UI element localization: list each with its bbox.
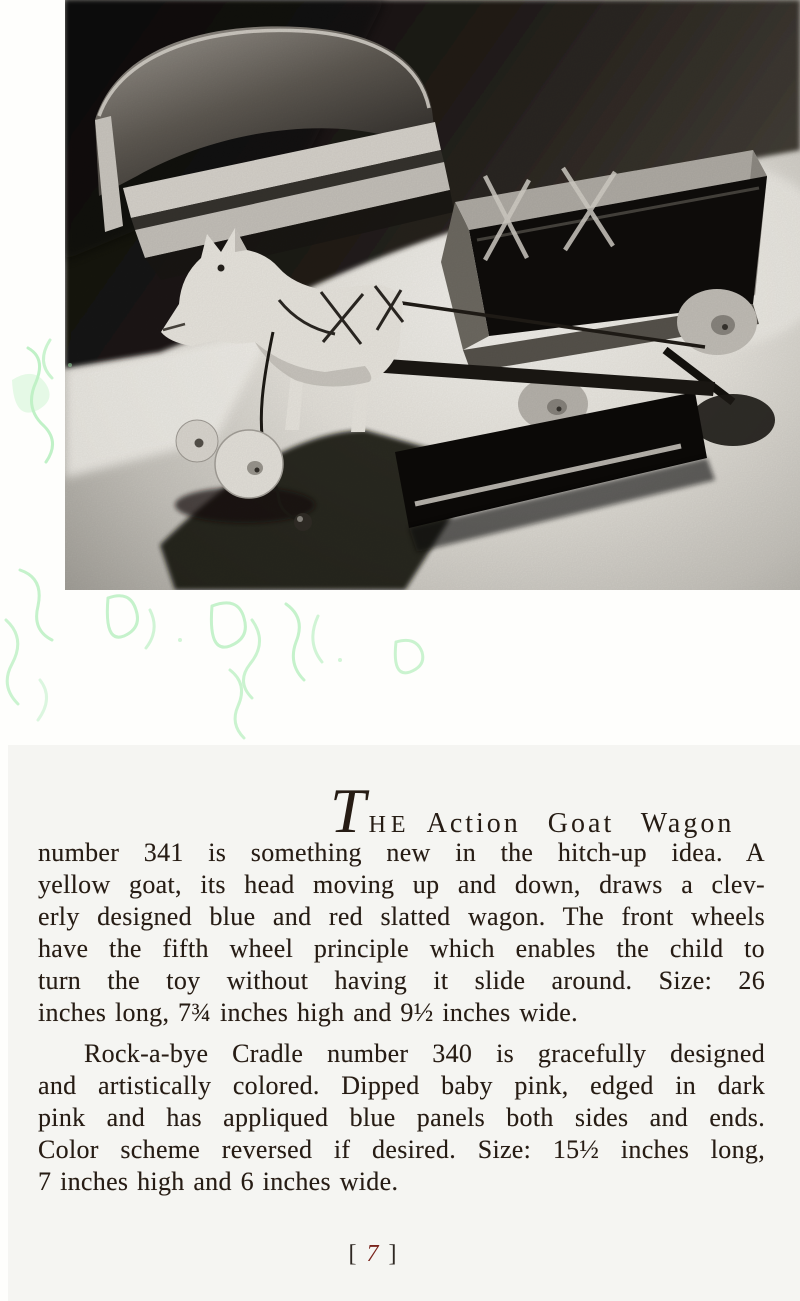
paragraph-goat-wagon <box>38 837 765 1029</box>
title-dropcap: T <box>330 775 366 846</box>
body-line: turn the toy without having it slide around. Size: 26 <box>38 966 765 995</box>
body-line: yellow goat, its head moving up and down, draws a clev- <box>38 870 765 899</box>
page-number-value: 7 <box>366 1241 382 1267</box>
catalog-photo <box>65 0 800 590</box>
body-line: number 341 is something new in the hitch-up idea. A <box>38 838 765 867</box>
photo-grain <box>65 0 800 590</box>
page-number <box>326 1240 422 1268</box>
body-line: inches long, 7¾ inches high and 9½ inches wide. <box>38 998 578 1027</box>
section-title <box>330 775 765 846</box>
body-line: pink and has appliqued blue panels both sides and ends. <box>38 1103 765 1132</box>
body-text <box>38 775 765 1198</box>
body-line: 7 inches high and 6 inches wide. <box>38 1167 399 1196</box>
photo-illustration <box>65 0 800 590</box>
body-line: and artistically colored. Dipped baby pink, edged in dark <box>38 1071 765 1100</box>
body-line: Rock-a-bye Cradle number 340 is gracefully designed <box>84 1039 765 1068</box>
title-words: Action Goat Wagon <box>426 808 735 839</box>
paragraph-cradle <box>38 1038 765 1198</box>
title-small-caps: HE <box>368 812 411 838</box>
body-line: erly designed blue and red slatted wagon. The front wheels <box>38 902 765 931</box>
page-number-bracket-close: ] <box>388 1241 400 1267</box>
page-number-bracket-open: [ <box>348 1241 360 1267</box>
body-line: have the fifth wheel principle which enables the child to <box>38 934 765 963</box>
body-line: Color scheme reversed if desired. Size: 15½ inches long, <box>38 1135 765 1164</box>
